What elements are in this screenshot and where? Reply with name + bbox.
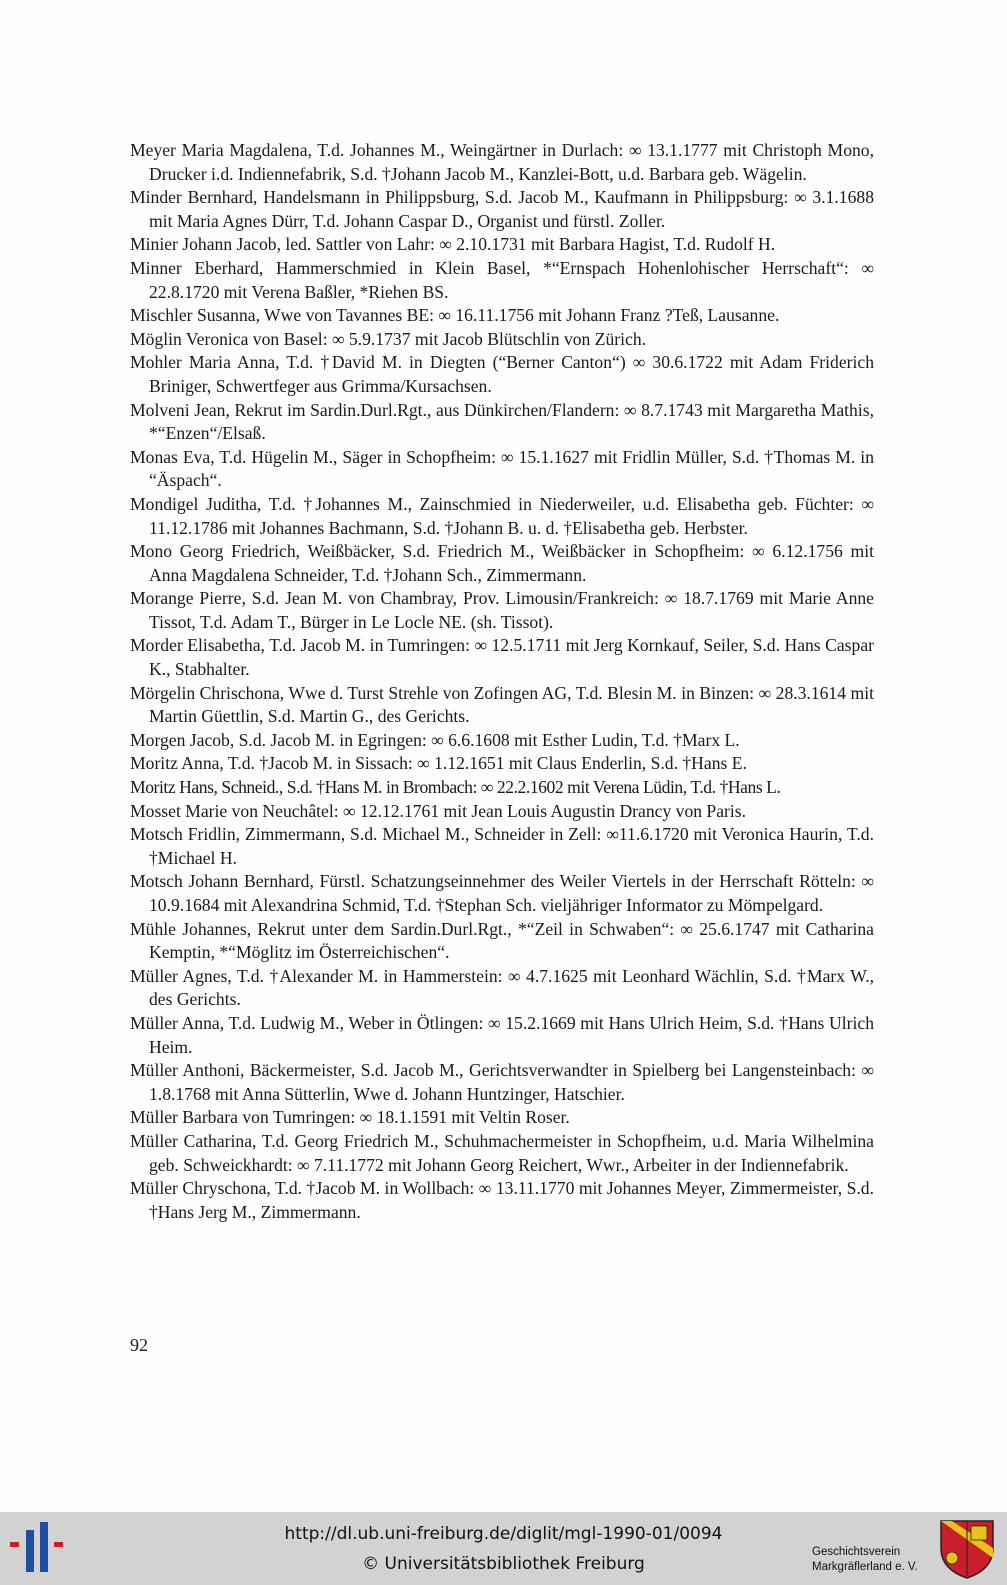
society-name-line2: Markgräflerland e. V. (812, 1561, 918, 1573)
register-entry: Minder Bernhard, Handelsmann in Philippsburg, S.d. Jacob M., Kaufmann in Philippsburg: ∞ 3.1.1688 mit Maria Agnes Dürr, T.d. Johann Caspar D., Organist und fürstl. Zoller. (130, 187, 874, 231)
register-entry: Moritz Anna, T.d. †Jacob M. in Sissach: ∞ 1.12.1651 mit Claus Enderlin, S.d. †Hans E. (130, 753, 747, 774)
register-entry: Meyer Maria Magdalena, T.d. Johannes M., Weingärtner in Durlach: ∞ 13.1.1777 mit Christoph Mono, Drucker i.d. Indiennefabrik, S.d. †Johann Jacob M., Kanzlei-Bott, u.d. Barbara geb. Wägelin. (130, 140, 874, 184)
register-entry: Mono Georg Friedrich, Weißbäcker, S.d. Friedrich M., Weißbäcker in Schopfheim: ∞ 6.12.1756 mit Anna Magdalena Schneider, T.d. †Johann Sch., Zimmermann. (130, 541, 874, 585)
register-entry: Mondigel Juditha, T.d. †Johannes M., Zainschmied in Niederweiler, u.d. Elisabetha geb. Füchter: ∞ 11.12.1786 mit Johannes Bachmann, S.d. †Johann B. u. d. †Elisabetha geb. Herbster. (130, 493, 874, 538)
register-entry: Müller Barbara von Tumringen: ∞ 18.1.1591 mit Veltin Roser. (130, 1107, 570, 1128)
register-entries (130, 139, 874, 1224)
register-entry: Morange Pierre, S.d. Jean M. von Chambray, Prov. Limousin/Frankreich: ∞ 18.7.1769 mit Marie Anne Tissot, T.d. Adam T., Bürger in Le Locle NE. (sh. Tissot). (130, 588, 874, 632)
coat-of-arms-icon[interactable] (938, 1518, 996, 1580)
register-entry: Müller Agnes, T.d. †Alexander M. in Hammerstein: ∞ 4.7.1625 mit Leonhard Wächlin, S.d. †Marx W., des Gerichts. (130, 965, 874, 1010)
register-entry: Moritz Hans, Schneid., S.d. †Hans M. in Brombach: ∞ 22.2.1602 mit Verena Lüdin, T.d. †Hans L. (130, 777, 781, 798)
register-entry: Mohler Maria Anna, T.d. †David M. in Diegten (“Berner Canton“) ∞ 30.6.1722 mit Adam Friderich Briniger, Schwertfeger aus Grimma/Kursachsen. (130, 352, 874, 396)
footer-url-link[interactable]: http://dl.ub.uni-freiburg.de/diglit/mgl-1990-01/0094 (284, 1524, 723, 1544)
register-entry: Minier Johann Jacob, led. Sattler von Lahr: ∞ 2.10.1731 mit Barbara Hagist, T.d. Rudolf H. (130, 234, 776, 255)
register-entry: Minner Eberhard, Hammerschmied in Klein Basel, *“Ernspach Hohenlohischer Herrschaft“: ∞ 22.8.1720 mit Verena Baßler, *Riehen BS. (130, 257, 874, 302)
register-entry: Motsch Johann Bernhard, Fürstl. Schatzungseinnehmer des Weiler Viertels in der Herrschaft Rötteln: ∞ 10.9.1684 mit Alexandrina Schmid, T.d. †Stephan Sch. vieljähriger Informator zu Mömpelgard. (130, 871, 874, 915)
register-entry: Müller Anna, T.d. Ludwig M., Weber in Ötlingen: ∞ 15.2.1669 mit Hans Ulrich Heim, S.d. †Hans Ulrich Heim. (130, 1012, 874, 1057)
society-name-line1: Geschichtsverein (812, 1546, 901, 1558)
register-entry: Müller Chryschona, T.d. †Jacob M. in Wollbach: ∞ 13.11.1770 mit Johannes Meyer, Zimmermeister, S.d. †Hans Jerg M., Zimmermann. (130, 1178, 874, 1222)
footer-copyright: © Universitätsbibliothek Freiburg (362, 1554, 645, 1574)
register-entry: Morder Elisabetha, T.d. Jacob M. in Tumringen: ∞ 12.5.1711 mit Jerg Kornkauf, Seiler, S.d. Hans Caspar K., Stabhalter. (130, 635, 874, 680)
register-entry: Möglin Veronica von Basel: ∞ 5.9.1737 mit Jacob Blütschlin von Zürich. (130, 328, 647, 349)
register-entry: Mühle Johannes, Rekrut unter dem Sardin.Durl.Rgt., *“Zeil in Schwaben“: ∞ 25.6.1747 mit Catharina Kemptin, *“Möglitz im Österreichischen“. (130, 918, 874, 963)
register-entry: Müller Catharina, T.d. Georg Friedrich M., Schuhmachermeister in Schopfheim, u.d. Maria Wilhelmina geb. Schweickhardt: ∞ 7.11.1772 mit Johann Georg Reichert, Wwr., Arbeiter in der Indiennefabrik. (130, 1130, 874, 1175)
register-entry: Morgen Jacob, S.d. Jacob M. in Egringen: ∞ 6.6.1608 mit Esther Ludin, T.d. †Marx L. (130, 729, 740, 750)
register-entry: Molveni Jean, Rekrut im Sardin.Durl.Rgt., aus Dünkirchen/Flandern: ∞ 8.7.1743 mit Margaretha Mathis, *“Enzen“/Elsaß. (130, 399, 874, 444)
register-entry: Mosset Marie von Neuchâtel: ∞ 12.12.1761 mit Jean Louis Augustin Drancy von Paris. (130, 800, 747, 821)
society-name (812, 1545, 932, 1575)
register-entry: Mischler Susanna, Wwe von Tavannes BE: ∞ 16.11.1756 mit Johann Franz ?Teß, Lausanne. (130, 305, 780, 326)
register-entry: Müller Anthoni, Bäckermeister, S.d. Jacob M., Gerichtsverwandter in Spielberg bei Langensteinbach: ∞ 1.8.1768 mit Anna Sütterlin, Wwe d. Johann Huntzinger, Hatschier. (130, 1060, 874, 1104)
register-entry: Monas Eva, T.d. Hügelin M., Säger in Schopfheim: ∞ 15.1.1627 mit Fridlin Müller, S.d. †Thomas M. in “Äspach“. (130, 446, 874, 491)
footer-bar (0, 1512, 1007, 1585)
register-entry: Motsch Fridlin, Zimmermann, S.d. Michael M., Schneider in Zell: ∞11.6.1720 mit Veronica Haurin, T.d. †Michael H. (130, 824, 874, 868)
register-entry: Mörgelin Chrischona, Wwe d. Turst Strehle von Zofingen AG, T.d. Blesin M. in Binzen: ∞ 28.3.1614 mit Martin Güettlin, S.d. Martin G., des Gerichts. (130, 682, 874, 727)
page-number: 92 (130, 1335, 148, 1355)
